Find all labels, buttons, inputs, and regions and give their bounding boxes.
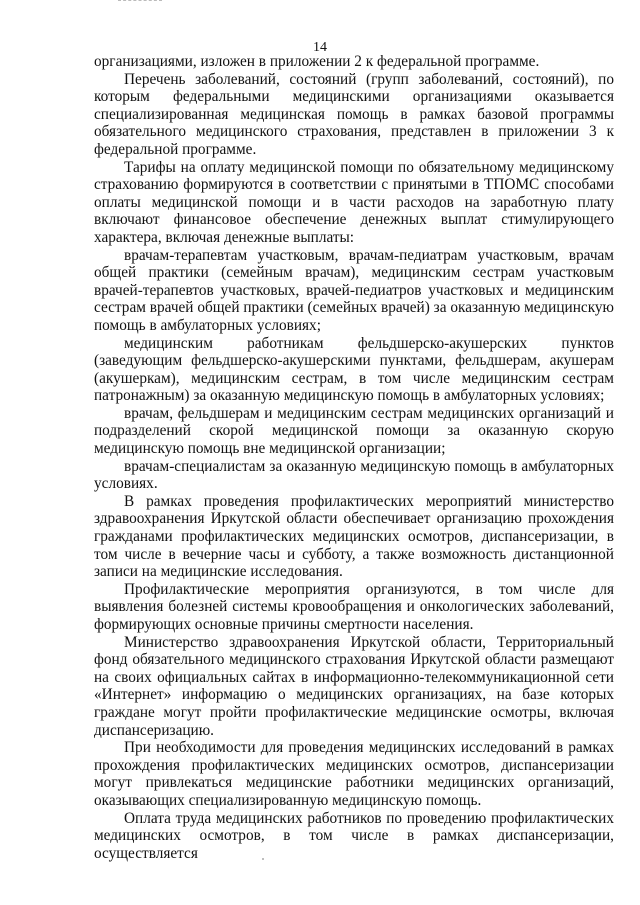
paragraph: Оплата труда медицинских работников по проведению профилактических медицинских осмотров, в том числе в рамках диспансеризации, осуществляется <box>94 809 614 862</box>
paragraph: Тарифы на оплату медицинской помощи по обязательному медицинскому страхованию формируются в соответствии с принятыми в ТПОМС способами оплаты медицинской помощи и в части расходов на заработную плату включают финансовое обеспечение денежных выплат стимулирующего характера, включая денежные выплаты: <box>94 158 614 246</box>
paragraph: Профилактические мероприятия организуются, в том числе для выявления болезней системы кровообращения и онкологических заболеваний, формирующих основные причины смертности населения. <box>94 580 614 633</box>
scan-artifact <box>118 0 162 3</box>
paragraph: организациями, изложен в приложении 2 к федеральной программе. <box>94 53 540 70</box>
paragraph: Перечень заболеваний, состояний (групп заболеваний, состояний), по которым федеральными медицинскими организациями оказывается специализированная медицинская помощь в рамках базовой программы обязательного медицинского страхования, представлен в приложении 3 к федеральной программе. <box>94 70 614 158</box>
paragraph: врачам, фельдшерам и медицинским сестрам медицинских организаций и подразделений скорой медицинской помощи за оказанную скорую медицинскую помощь вне медицинской организации; <box>94 404 614 458</box>
paragraph: врачам-терапевтам участковым, врачам-педиатрам участковым, врачам общей практики (семейным врачам), медицинским сестрам участковым врачей-терапевтов участковых, врачей-педиатров участковых и медицинским сестрам врачей общей практики (семейных врачей) за оказанную медицинскую помощь в амбулаторных условиях; <box>94 246 614 334</box>
paragraph: При необходимости для проведения медицинских исследований в рамках прохождения профилактических медицинских осмотров, диспансеризации могут привлекаться медицинские работники медицинских организаций, оказывающих специализированную медицинскую помощь. <box>94 739 614 809</box>
page-number: 14 <box>313 40 327 55</box>
paragraph: В рамках проведения профилактических мероприятий министерство здравоохранения Иркутской области обеспечивает организацию прохождения гражданами профилактических медицинских осмотров, диспансеризации, в том числе в вечерние часы и субботу, а также возможность дистанционной записи на медицинские исследования. <box>94 492 614 581</box>
paragraph: врачам-специалистам за оказанную медицинскую помощь в амбулаторных условиях. <box>94 457 614 493</box>
paragraph: Министерство здравоохранения Иркутской области, Территориальный фонд обязательного медицинского страхования Иркутской области размещают на своих официальных сайтах в информационно-телекоммуникационной сети «Интернет» информацию о медицинских организациях, на базе которых граждане могут пройти профилактические медицинские осмотры, включая диспансеризацию. <box>94 633 614 739</box>
document-body <box>94 53 614 862</box>
paragraph: медицинским работникам фельдшерско-акушерских пунктов (заведующим фельдшерско-акушерскими пунктами, фельдшерам, акушерам (акушеркам), медицинским сестрам, в том числе медицинским сестрам патронажным) за оказанную медицинскую помощь в амбулаторных условиях; <box>94 334 614 405</box>
